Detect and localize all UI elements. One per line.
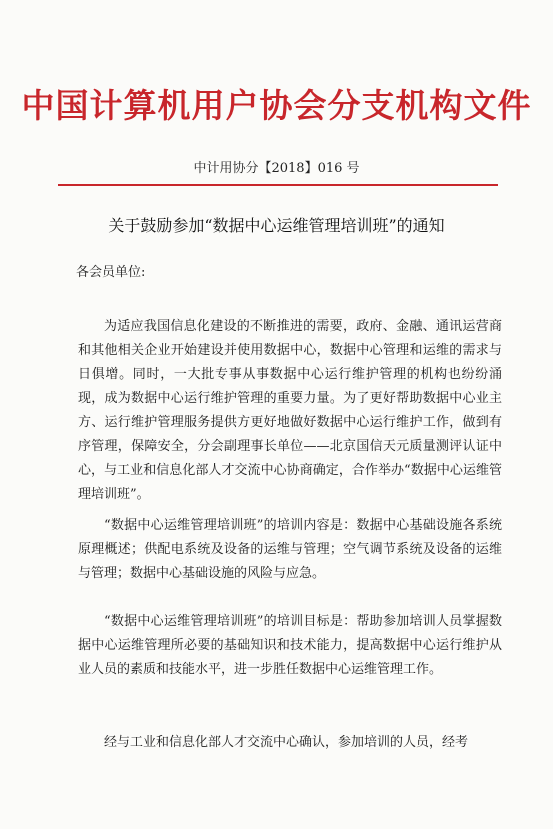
- salutation: 各会员单位:: [76, 265, 146, 280]
- paragraph: “数据中心运维管理培训班”的培训目标是：帮助参加培训人员掌握数据中心运维管理所必要的基础知识和技术能力，提高数据中心运行维护从业人员的素质和技能水平，进一步胜任数据中心运维管理工作。: [78, 614, 502, 677]
- paragraph: “数据中心运维管理培训班”的培训内容是：数据中心基础设施各系统原理概述；供配电系统及设备的运维与管理；空气调节系统及设备的运维与管理；数据中心基础设施的风险与应急。: [78, 518, 502, 581]
- paragraph: 经与工业和信息化部人才交流中心确认，参加培训的人员，经考: [104, 735, 469, 750]
- paragraph: 为适应我国信息化建设的不断推进的需要，政府、金融、通讯运营商和其他相关企业开始建设并使用数据中心，数据中心管理和运维的需求与日俱增。同时，一大批专事从事数据中心运行维护管理的机构也纷纷涌现，成为数据中心运行维护管理的重要力量。为了更好帮助数据中心业主方、运行维护管理服务提供方更好地做好数据中心运行维护工作，做到有序管理，保障安全，分会副理事长单位——北京国信天元质量测评认证中心，与工业和信息化部人才交流中心协商确定，合作举办“数据中心运维管理培训班”。: [78, 319, 502, 502]
- notice-title: 关于鼓励参加“数据中心运维管理培训班”的通知: [108, 216, 445, 235]
- document-number: 中计用协分【2018】016 号: [193, 161, 360, 176]
- masthead-title: 中国计算机用户协会分支机构文件: [21, 86, 532, 125]
- red-divider: [58, 184, 498, 186]
